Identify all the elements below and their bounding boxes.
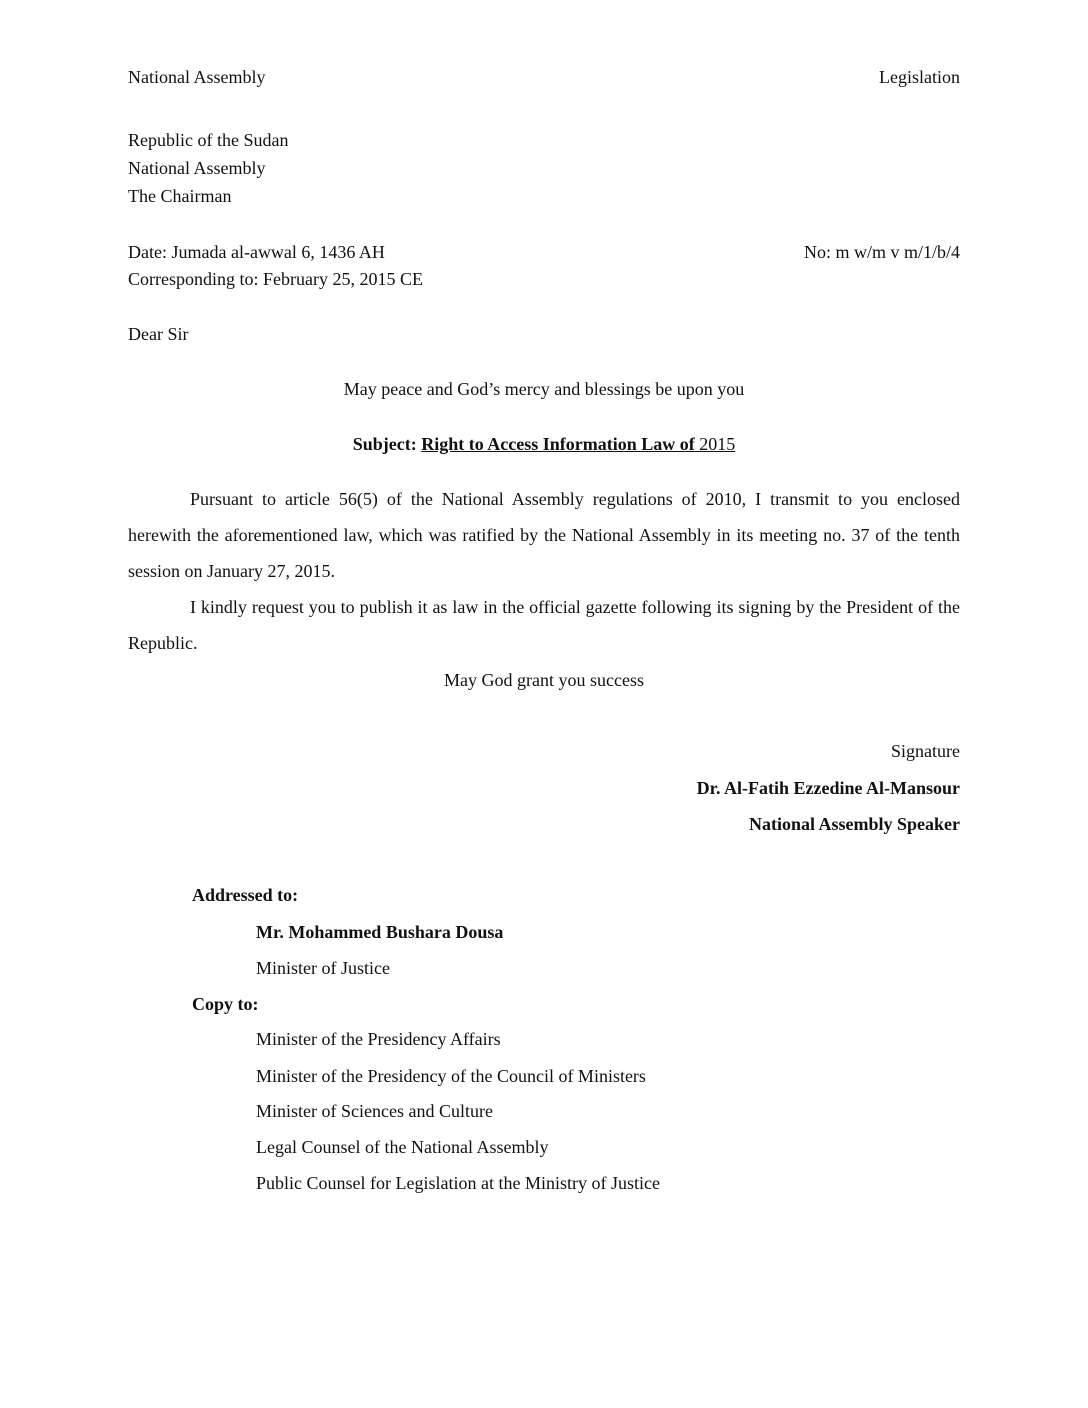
subject-title: Right to Access Information Law of	[421, 434, 695, 454]
addressee-name: Mr. Mohammed Bushara Dousa	[256, 922, 504, 942]
signatory-name: Dr. Al-Fatih Ezzedine Al-Mansour	[696, 778, 960, 798]
hijri-date: Date: Jumada al-awwal 6, 1436 AH	[128, 242, 385, 262]
signature-label: Signature	[891, 741, 960, 761]
signatory-title: National Assembly Speaker	[748, 814, 960, 834]
greeting: May peace and God’s mercy and blessings be upon you	[343, 379, 745, 399]
sender-body: National Assembly	[128, 158, 266, 178]
copy-recipient: Minister of Sciences and Culture	[256, 1101, 493, 1121]
copy-recipient: Legal Counsel of the National Assembly	[256, 1137, 549, 1157]
header-left: National Assembly	[128, 67, 266, 87]
copy-recipient: Minister of the Presidency Affairs	[256, 1029, 501, 1049]
sender-title: The Chairman	[128, 186, 232, 206]
closing-line: May God grant you success	[444, 670, 644, 690]
salutation: Dear Sir	[128, 324, 189, 344]
copy-label: Copy to:	[192, 994, 259, 1014]
copy-recipient: Minister of the Presidency of the Council of Ministers	[256, 1066, 646, 1086]
reference-number: No: m w/m v m/1/b/4	[803, 242, 960, 262]
subject-line	[0, 433, 1088, 455]
gregorian-date: Corresponding to: February 25, 2015 CE	[128, 269, 423, 289]
body-paragraph-1: Pursuant to article 56(5) of the National Assembly regulations of 2010, I transmit to you enclosed herewith the aforementioned law, which was ratified by the National Assembly in its meeting no. 37 of the tenth session on January 27, 2015.	[128, 489, 960, 581]
subject-year: 2015	[699, 434, 736, 454]
body-paragraph-2: I kindly request you to publish it as law in the official gazette following its signing by the President of the Republic.	[128, 597, 960, 653]
addressee-role: Minister of Justice	[256, 958, 390, 978]
sender-country: Republic of the Sudan	[128, 130, 289, 150]
addressed-label: Addressed to:	[192, 885, 299, 905]
header-right: Legislation	[879, 67, 960, 87]
copy-recipient: Public Counsel for Legislation at the Ministry of Justice	[256, 1173, 660, 1193]
subject-label: Subject:	[352, 434, 417, 454]
